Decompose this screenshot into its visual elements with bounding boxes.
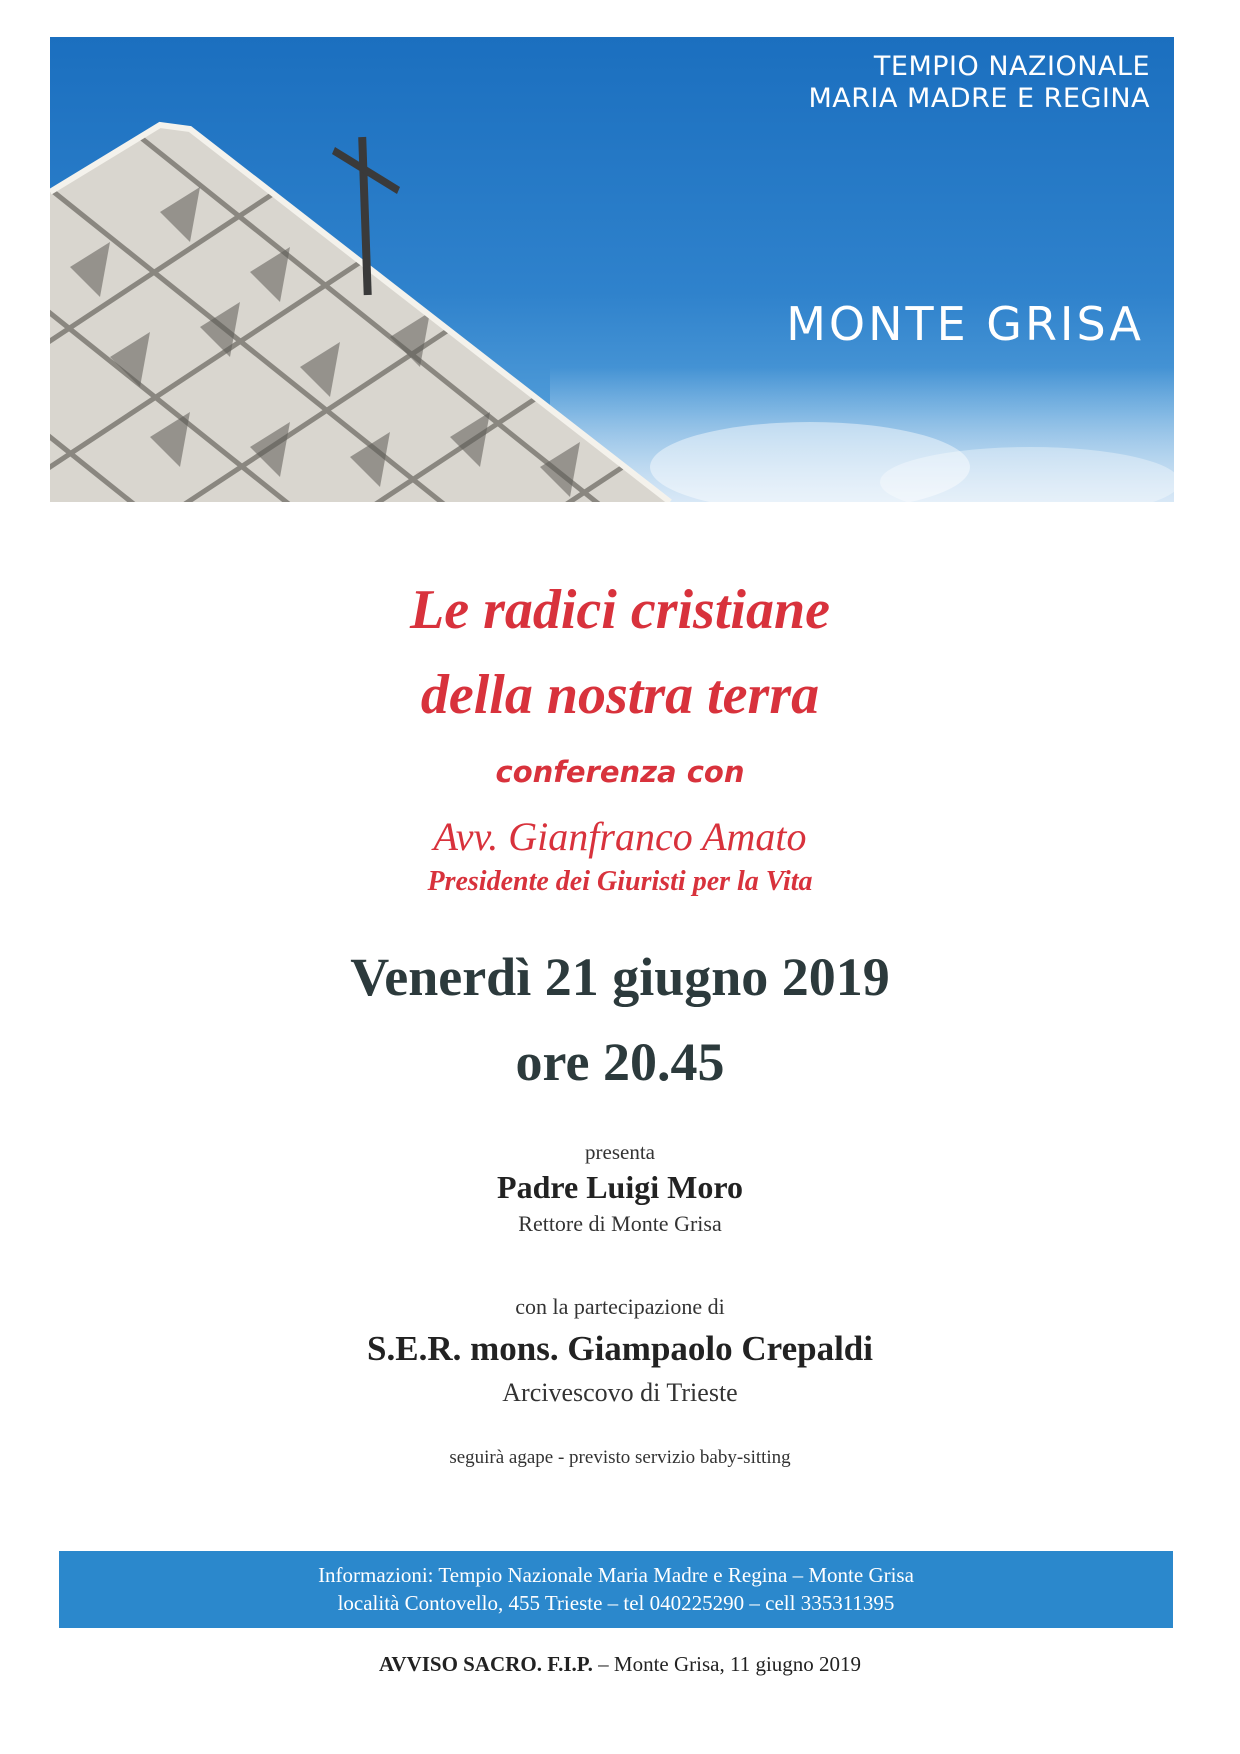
presenter-name: Padre Luigi Moro: [497, 1169, 743, 1205]
conference-with-label: conferenza con: [495, 755, 745, 789]
info-line1: Informazioni: Tempio Nazionale Maria Madre e Regina – Monte Grisa: [318, 1563, 914, 1587]
info-box: [59, 1551, 1173, 1628]
participant-intro: con la partecipazione di: [515, 1294, 725, 1319]
presenter-role: Rettore di Monte Grisa: [518, 1211, 722, 1236]
participant-name: S.E.R. mons. Giampaolo Crepaldi: [367, 1329, 873, 1368]
speaker-role: Presidente dei Giuristi per la Vita: [427, 866, 813, 897]
participant-role: Arcivescovo di Trieste: [502, 1378, 738, 1407]
banner-title-line1: TEMPIO NAZIONALE: [873, 51, 1150, 82]
banner-title-line2: MARIA MADRE E REGINA: [808, 83, 1150, 114]
event-title-line1: Le radici cristiane: [410, 579, 830, 641]
speaker-name: Avv. Gianfranco Amato: [433, 814, 807, 859]
header-banner: [50, 37, 1174, 502]
event-title-line2: della nostra terra: [420, 664, 820, 726]
info-line2: località Contovello, 455 Trieste – tel 040225290 – cell 335311395: [337, 1591, 895, 1615]
presenter-intro: presenta: [585, 1140, 655, 1164]
event-date: Venerdì 21 giugno 2019: [350, 947, 890, 1007]
footer: [0, 1652, 1240, 1677]
banner-title: [808, 51, 1150, 115]
footer-text: – Monte Grisa, 11 giugno 2019: [592, 1652, 862, 1676]
event-time: ore 20.45: [515, 1032, 725, 1092]
event-note: seguirà agape - previsto servizio baby-sitting: [449, 1447, 791, 1468]
banner-place: MONTE GRISA: [786, 297, 1144, 351]
footer-label: AVVISO SACRO. F.I.P.: [378, 1652, 593, 1676]
